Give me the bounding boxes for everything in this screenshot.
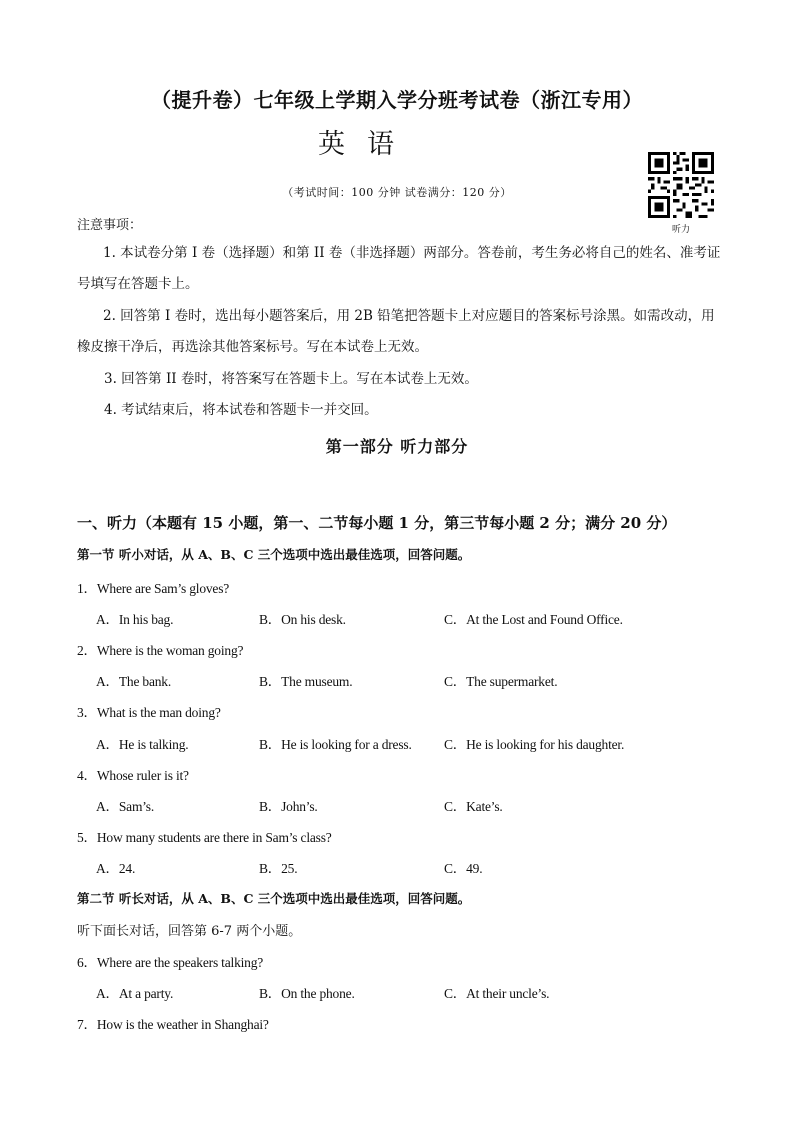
exam-title: （提升卷）七年级上学期入学分班考试卷（浙江专用）	[151, 88, 643, 112]
option-c: C．At the Lost and Found Office.	[444, 612, 623, 627]
section2-instruction: 听下面长对话，回答第 6-7 两个小题。	[77, 924, 302, 939]
notice-item: 3. 回答第 II 卷时，将答案写在答题卡上。写在本试卷上无效。	[104, 371, 478, 387]
question-stem: 1．Where are Sam’s gloves?	[77, 581, 230, 596]
option-b: B．He is looking for a dress.	[259, 737, 412, 752]
option-a: A．In his bag.	[96, 612, 174, 627]
option-c: C．49.	[444, 861, 483, 876]
question-stem: 5．How many students are there in Sam’s class?	[77, 830, 332, 845]
option-a: A．At a party.	[96, 986, 174, 1001]
notice-item: 1. 本试卷分第 I 卷（选择题）和第 II 卷（非选择题）两部分。答卷前，考生务必将自己的姓名、准考证号填写在答题卡上。	[77, 245, 721, 292]
question-stem: 3．What is the man doing?	[77, 705, 221, 720]
option-b: B．25.	[259, 861, 298, 876]
option-a: A．The bank.	[96, 674, 172, 689]
option-b: B．On his desk.	[259, 612, 346, 627]
option-b: B．John’s.	[259, 799, 318, 814]
option-b: B．The museum.	[259, 674, 353, 689]
question-stem: 7．How is the weather in Shanghai?	[77, 1017, 269, 1032]
option-c: C．The supermarket.	[444, 674, 558, 689]
question-stem: 2．Where is the woman going?	[77, 643, 244, 658]
option-c: C．Kate’s.	[444, 799, 503, 814]
qr-label: 听力	[671, 225, 690, 235]
option-b: B．On the phone.	[259, 986, 355, 1001]
section-heading: 一、听力（本题有 15 小题，第一、二节每小题 1 分，第三节每小题 2 分；满分 20 分）	[77, 514, 677, 532]
section1-heading: 第一节 听小对话，从 A、B、C 三个选项中选出最佳选项，回答问题。	[77, 547, 471, 562]
section2-heading: 第二节 听长对话，从 A、B、C 三个选项中选出最佳选项，回答问题。	[77, 891, 471, 906]
option-c: C．At their uncle’s.	[444, 986, 550, 1001]
notice-item: 4. 考试结束后，将本试卷和答题卡一并交回。	[104, 402, 378, 418]
question-stem: 6．Where are the speakers talking?	[77, 955, 264, 970]
notice-item: 2. 回答第 I 卷时，选出每小题答案后，用 2B 铅笔把答题卡上对应题目的答案标号涂黑。如需改动，用橡皮擦干净后，再选涂其他答案标号。写在本试卷上无效。	[77, 308, 715, 355]
notice-heading: 注意事项：	[77, 218, 143, 233]
option-a: A．24.	[96, 861, 136, 876]
question-stem: 4．Whose ruler is it?	[77, 768, 189, 783]
part-title: 第一部分 听力部分	[325, 437, 469, 456]
option-a: A．He is talking.	[96, 737, 189, 752]
subject-title: 英语	[318, 129, 416, 160]
qr-code-icon[interactable]	[648, 152, 714, 218]
exam-info: （考试时间：100 分钟 试卷满分：120 分）	[282, 186, 512, 199]
option-c: C．He is looking for his daughter.	[444, 737, 625, 752]
option-a: A．Sam’s.	[96, 799, 155, 814]
